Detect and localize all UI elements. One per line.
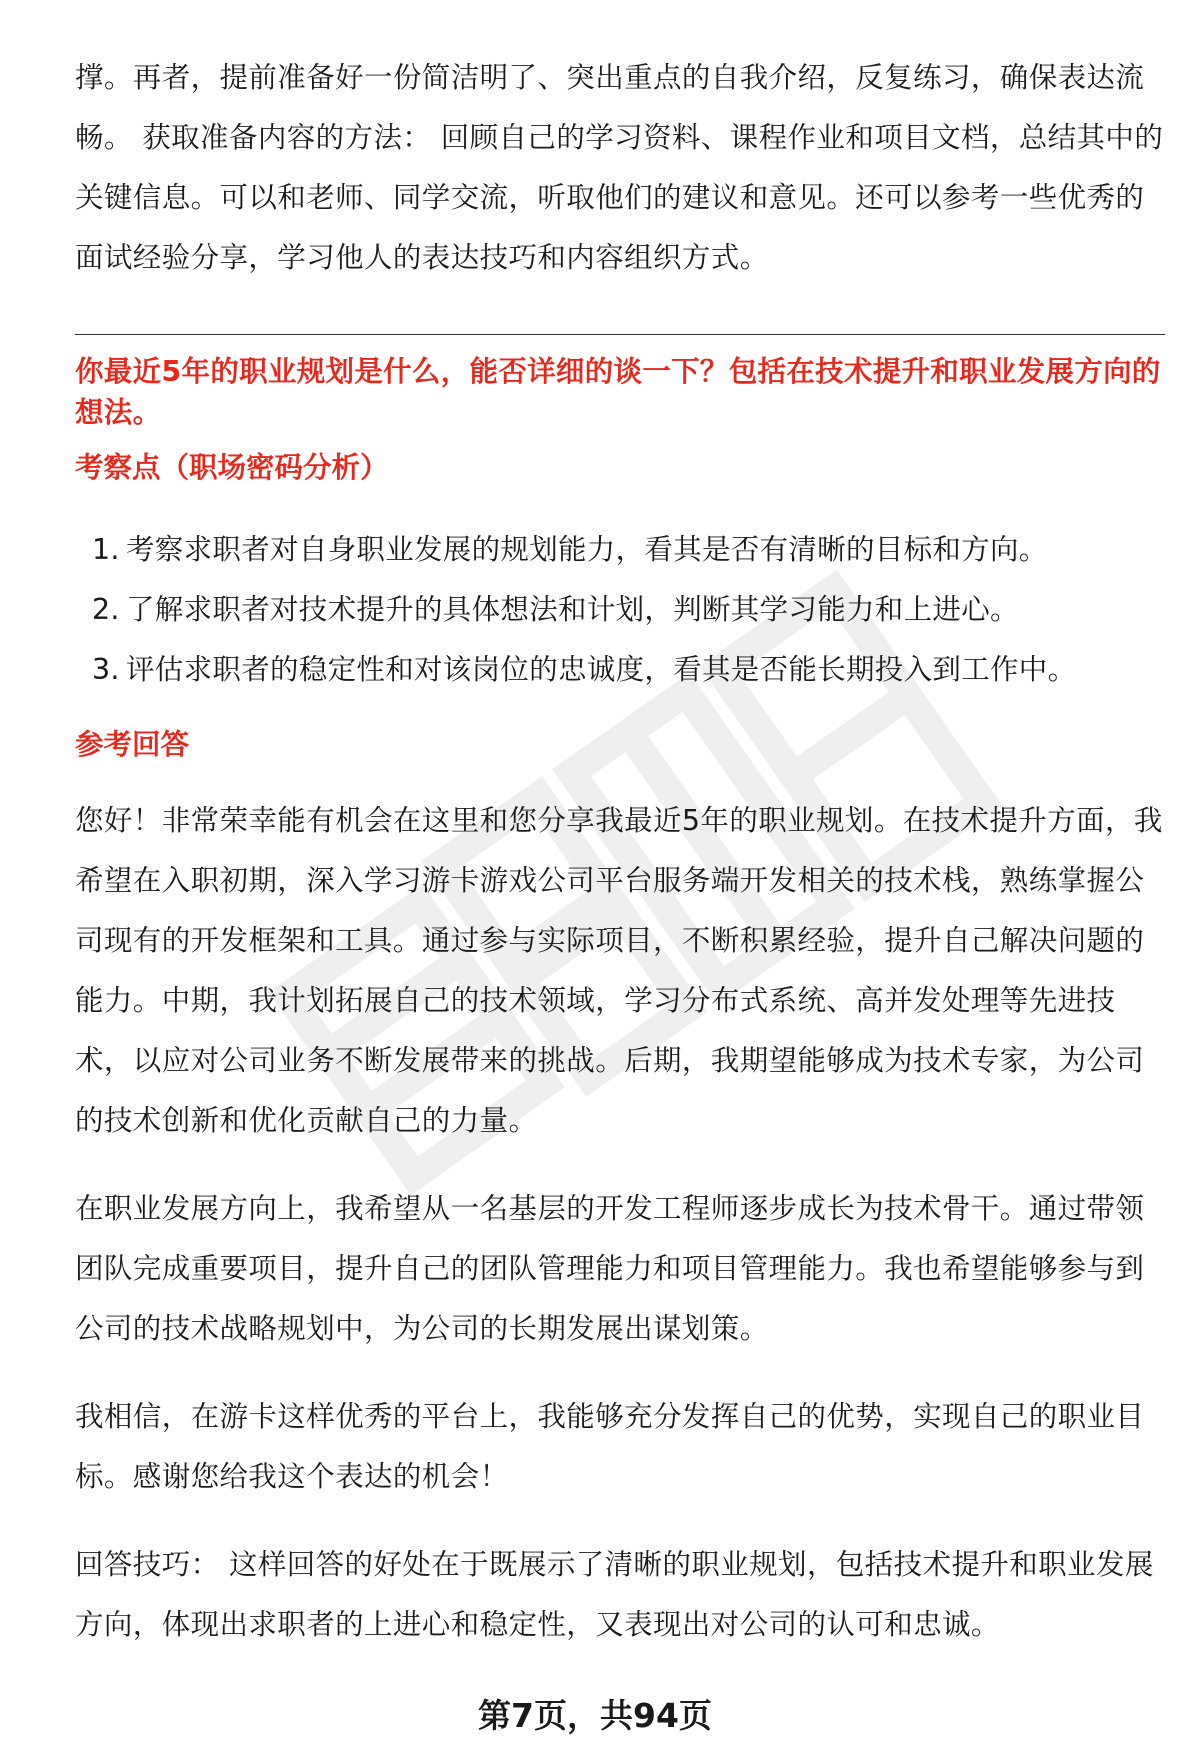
list-item-text: 考察求职者对自身职业发展的规划能力，看其是否有清晰的目标和方向。 bbox=[126, 533, 1048, 566]
answer-tips: 回答技巧： 这样回答的好处在于既展示了清晰的职业规划，包括技术提升和职业发展方向，体现出求职者的上进心和稳定性，又表现出对公司的认可和忠诚。 bbox=[75, 1548, 1154, 1641]
answer-heading: 参考回答 bbox=[75, 728, 190, 761]
list-item bbox=[75, 520, 1165, 580]
answer-paragraph: 在职业发展方向上，我希望从一名基层的开发工程师逐步成长为技术骨干。通过带领团队完成重要项目，提升自己的团队管理能力和项目管理能力。我也希望能够参与到公司的技术战略规划中，为公司的长期发展出谋划策。 bbox=[75, 1192, 1145, 1345]
list-item-number: 1. bbox=[92, 533, 120, 566]
answer-paragraph: 您好！非常荣幸能有机会在这里和您分享我最近5年的职业规划。在技术提升方面，我希望在入职初期，深入学习游卡游戏公司平台服务端开发相关的技术栈，熟练掌握公司现有的开发框架和工具。通过参与实际项目，不断积累经验，提升自己解决问题的能力。中期，我计划拓展自己的技术领域，学习分布式系统、高并发处理等先进技术，以应对公司业务不断发展带来的挑战。后期，我期望能够成为技术专家，为公司的技术创新和优化贡献自己的力量。 bbox=[75, 804, 1163, 1137]
section-divider bbox=[75, 334, 1165, 335]
list-item bbox=[75, 640, 1165, 700]
intro-paragraph: 撑。再者，提前准备好一份简洁明了、突出重点的自我介绍，反复练习，确保表达流畅。 获取准备内容的方法： 回顾自己的学习资料、课程作业和项目文档，总结其中的关键信息。可以和老师、同学交流，听取他们的建议和意见。还可以参考一些优秀的面试经验分享，学习他人的表达技巧和内容组织方式。 bbox=[75, 61, 1164, 274]
interview-question: 你最近5年的职业规划是什么，能否详细的谈一下？包括在技术提升和职业发展方向的想法。 bbox=[75, 355, 1161, 429]
assessment-points-list bbox=[75, 520, 1165, 700]
assessment-heading: 考察点（职场密码分析） bbox=[75, 451, 389, 484]
list-item-number: 2. bbox=[92, 593, 120, 626]
list-item bbox=[75, 580, 1165, 640]
document-page bbox=[75, 48, 1165, 1655]
list-item-text: 评估求职者的稳定性和对该岗位的忠诚度，看其是否能长期投入到工作中。 bbox=[126, 653, 1077, 686]
answer-paragraph: 我相信，在游卡这样优秀的平台上，我能够充分发挥自己的优势，实现自己的职业目标。感谢您给我这个表达的机会！ bbox=[75, 1400, 1145, 1493]
page-number: 第7页，共94页 bbox=[478, 1696, 712, 1735]
list-item-text: 了解求职者对技术提升的具体想法和计划，判断其学习能力和上进心。 bbox=[126, 593, 1019, 626]
list-item-number: 3. bbox=[92, 653, 120, 686]
